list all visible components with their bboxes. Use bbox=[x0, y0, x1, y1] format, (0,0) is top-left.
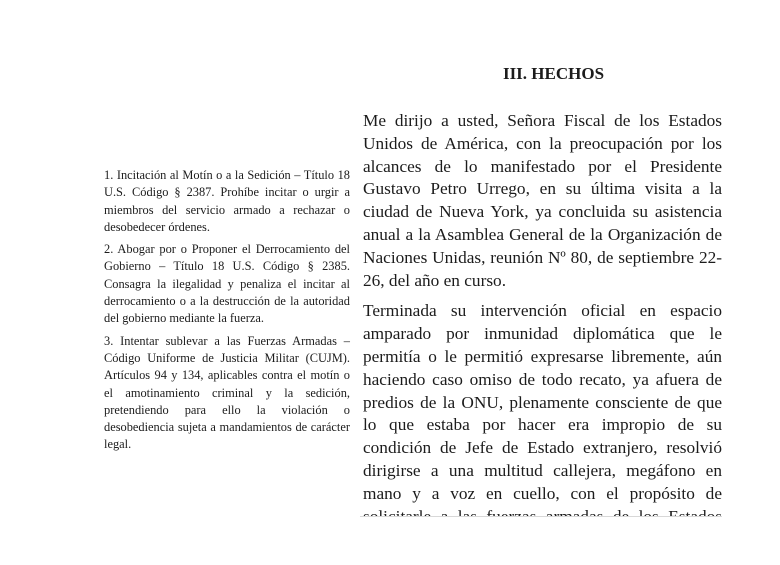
citation-item-2: 2. Abogar por o Proponer el Derrocamiento del Gobierno – Título 18 U.S. Código § 2385. Consagra la ilegalidad y penaliza el incitar al derrocamiento o a la destrucción de la autoridad del gobierno mediante la fuerza. bbox=[104, 242, 350, 326]
facts-section bbox=[363, 64, 722, 559]
facts-paragraph-1: Me dirijo a usted, Señora Fiscal de los Estados Unidos de América, con la preocupación por los alcances de lo manifestado por el Presidente Gustavo Petro Urrego, en su última visita a la ciudad de Nueva York, ya concluida su asistencia anual a la Asamblea General de la Organización de Naciones Unidas, reunión Nº 80, de septiembre 22-26, del año en curso. bbox=[363, 111, 722, 290]
page-crop-edge bbox=[360, 516, 722, 565]
section-heading: III. HECHOS bbox=[502, 64, 605, 83]
citation-item-1: 1. Incitación al Motín o a la Sedición – Título 18 U.S. Código § 2387. Prohíbe incitar o urgir a miembros del servicio armado a rechazar o desobedecer órdenes. bbox=[104, 168, 350, 234]
legal-citations-list bbox=[104, 167, 350, 459]
facts-paragraph-2: Terminada su intervención oficial en espacio amparado por inmunidad diplomática que le permitía o le permitió expresarse libremente, aún haciendo caso omiso de todo recato, ya afuera de predios de la ONU, plenamente consciente de que lo que estaba por hacer era impropio de su condición de Jefe de Estado extranjero, resolvió dirigirse a una multitud callejera, megáfono en mano y a voz en cuello, con el propósito de bbox=[363, 301, 722, 503]
citation-item-3: 3. Intentar sublevar a las Fuerzas Armadas – Código Uniforme de Justicia Militar (CUJM). Artículos 94 y 134, aplicables contra el motín o el amotinamiento criminal y la sedición, pretendiendo para ello la violación o desobediencia sujeta a mandamientos de carácter legal. bbox=[104, 333, 350, 452]
